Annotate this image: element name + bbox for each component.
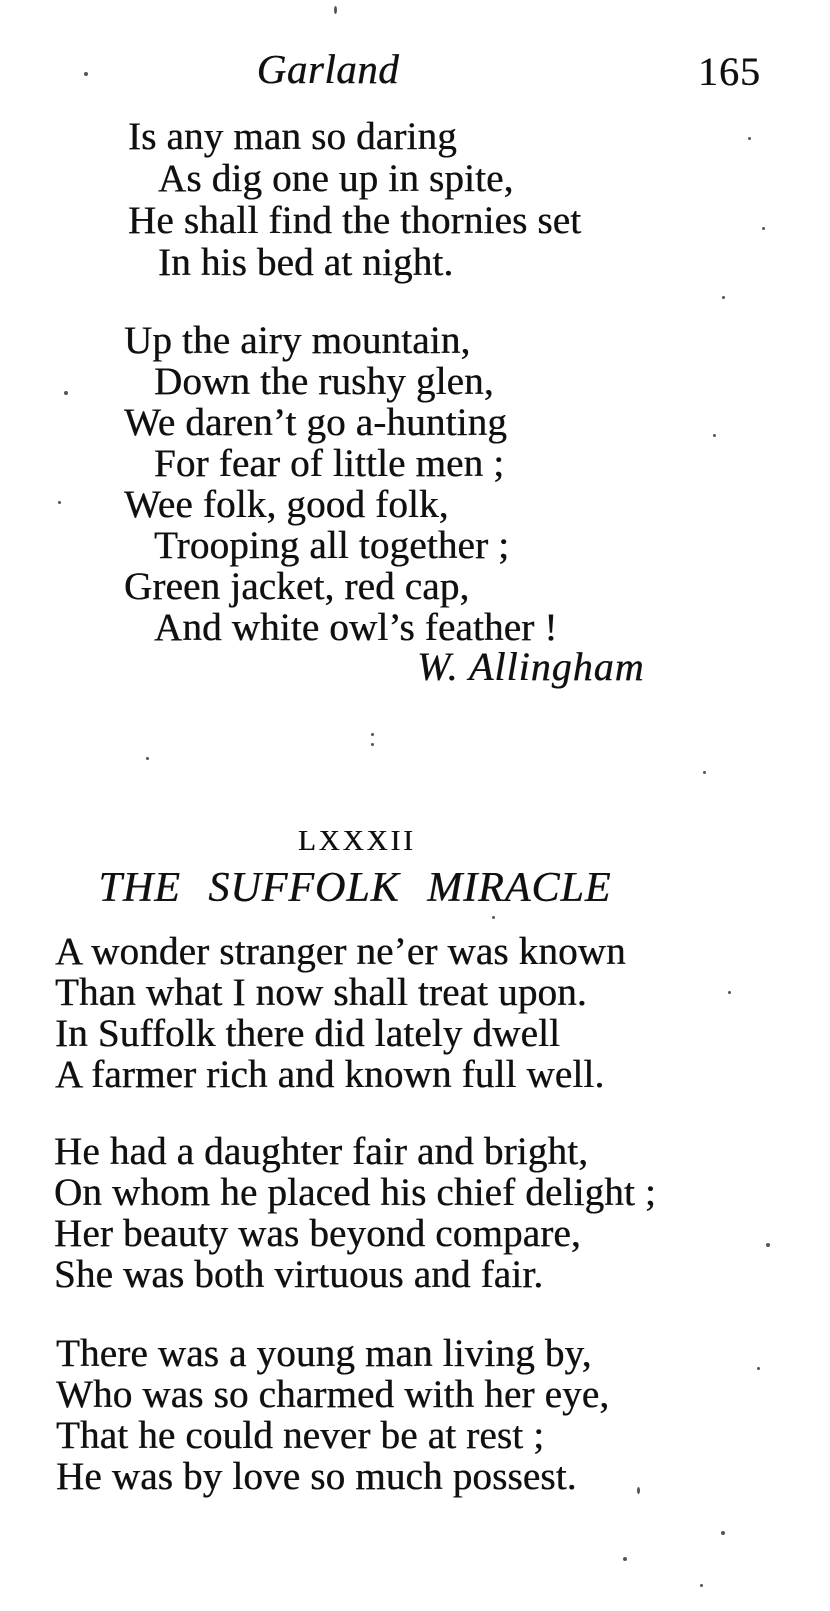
poem-suffolk-stanza-3	[56, 1333, 609, 1497]
poem-line: She was both virtuous and fair.	[54, 1253, 544, 1296]
poem-line: He was by love so much possest.	[56, 1455, 577, 1498]
running-title: Garland	[256, 46, 400, 92]
poem-title: THE SUFFOLK MIRACLE	[98, 865, 612, 911]
scan-speck	[64, 391, 68, 395]
poem-line: In his bed at night.	[158, 241, 454, 284]
poem-line: Her beauty was beyond compare,	[54, 1212, 581, 1255]
scan-speck	[492, 916, 495, 919]
poem-allingham-stanza-1	[128, 116, 581, 284]
scan-speck	[757, 1367, 760, 1370]
poem-line: On whom he placed his chief delight ;	[54, 1171, 656, 1214]
poem-line: Trooping all together ;	[154, 524, 510, 567]
poem-allingham-stanza-2	[124, 320, 558, 648]
scan-speck	[748, 137, 751, 140]
scan-speck	[334, 6, 337, 14]
poem-line: That he could never be at rest ;	[56, 1414, 545, 1457]
poem-line: Is any man so daring	[128, 115, 457, 158]
poem-attribution: W. Allingham	[417, 644, 645, 689]
poem-line: Down the rushy glen,	[154, 360, 494, 403]
scan-speck	[371, 743, 374, 746]
poem-suffolk-stanza-2	[54, 1131, 656, 1295]
scan-speck	[84, 72, 88, 76]
scan-speck	[703, 771, 706, 774]
scan-speck	[722, 296, 725, 299]
scan-speck	[766, 1243, 770, 1247]
poem-line: As dig one up in spite,	[158, 157, 514, 200]
scan-speck	[58, 501, 61, 504]
scan-speck	[721, 1531, 725, 1535]
poem-line: In Suffolk there did lately dwell	[55, 1012, 561, 1055]
poem-line: There was a young man living by,	[56, 1332, 592, 1375]
scan-speck	[637, 1487, 640, 1494]
poem-line: And white owl’s feather !	[154, 606, 558, 649]
scan-speck	[146, 757, 149, 760]
poem-line: We daren’t go a-hunting	[124, 401, 508, 444]
scan-speck	[371, 733, 374, 736]
poem-line: A farmer rich and known full well.	[55, 1053, 605, 1096]
poem-line: Than what I now shall treat upon.	[55, 971, 587, 1014]
poem-section-number: LXXXII	[298, 825, 416, 857]
scan-speck	[728, 991, 731, 994]
poem-line: Wee folk, good folk,	[124, 483, 449, 526]
scan-speck	[762, 227, 765, 230]
poem-line: A wonder stranger ne’er was known	[55, 930, 626, 973]
scan-speck	[623, 1557, 627, 1561]
scan-speck	[700, 1584, 703, 1587]
poem-line: For fear of little men ;	[154, 442, 505, 485]
poem-line: He shall find the thornies set	[128, 199, 582, 242]
page-number: 165	[698, 49, 761, 94]
poem-line: He had a daughter fair and bright,	[54, 1130, 589, 1173]
poem-line: Who was so charmed with her eye,	[56, 1373, 610, 1416]
poem-line: Up the airy mountain,	[124, 319, 471, 362]
poem-suffolk-stanza-1	[55, 931, 626, 1095]
poem-line: Green jacket, red cap,	[124, 565, 470, 608]
scan-speck	[713, 434, 716, 437]
